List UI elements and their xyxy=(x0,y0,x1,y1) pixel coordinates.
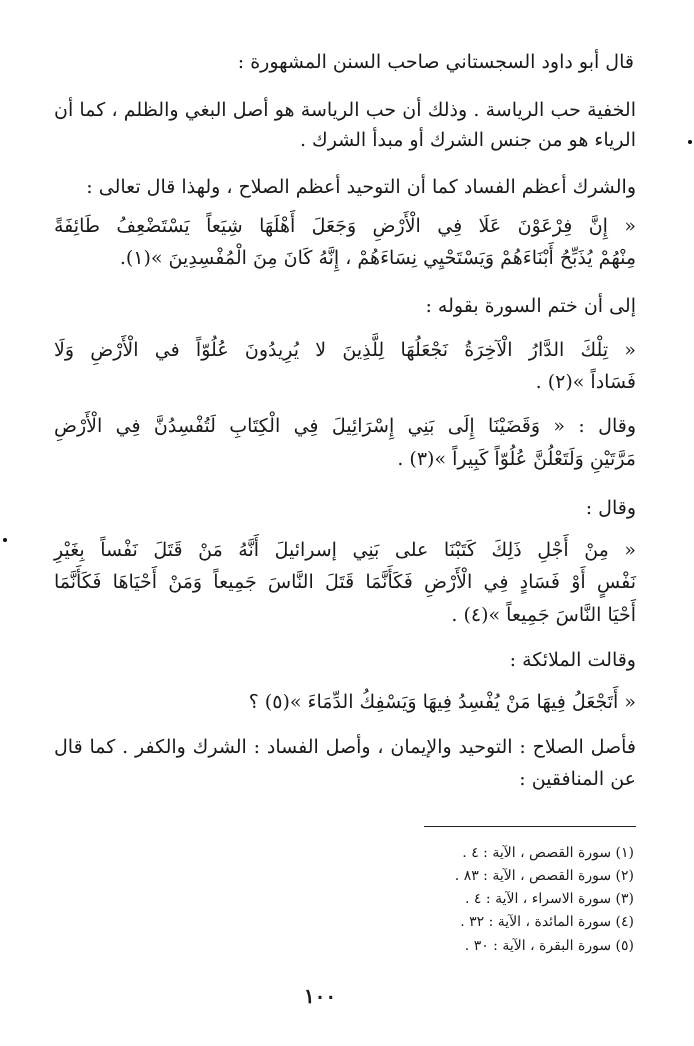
footnote: (٤) سورة المائدة ، الآية : ٣٢ . xyxy=(460,914,634,930)
text-line: وقال : xyxy=(585,497,636,519)
text-line: الرياء هو من جنس الشرك أو مبدأ الشرك . xyxy=(299,129,636,151)
quran-verse-line: فَسَاداً »(٢) . xyxy=(535,371,636,393)
quran-verse-line: أَحْيَا النَّاسَ جَمِيعاً »(٤) . xyxy=(451,604,636,626)
text-line: قال أبو داود السجستاني صاحب السنن المشهورة : xyxy=(237,51,634,73)
footnote: (٣) سورة الاسراء ، الآية : ٤ . xyxy=(465,891,634,907)
quran-verse-line: نَفْسٍ أَوْ فَسَادٍ فِي الْأَرْضِ فَكَأَنَّمَا قَتَلَ النَّاسَ جَمِيعاً وَمَنْ أَحْيَاهَا فَكَأَنَّمَا xyxy=(54,571,636,593)
footnote: (٥) سورة البقرة ، الآية : ٣٠ . xyxy=(464,938,634,954)
footnote: (٢) سورة القصص ، الآية : ٨٣ . xyxy=(454,868,634,884)
quran-verse-line: مَرَّتَيْنِ وَلَتَعْلُنَّ عُلُوّاً كَبِيراً »(٣) . xyxy=(397,448,636,470)
margin-mark xyxy=(3,538,7,542)
quran-verse-line: « إِنَّ فِرْعَوْنَ عَلَا فِي الْأَرْضِ وَجَعَلَ أَهْلَهَا شِيَعاً يَسْتَضْعِفُ طَائِفَةً xyxy=(54,215,636,237)
page-number: ١٠٠ xyxy=(303,984,337,1008)
margin-mark xyxy=(688,140,692,144)
quran-verse-line: « مِنْ أَجْلِ ذَلِكَ كَتَبْنَا على بَنِي إسرائيلَ أَنَّهُ مَنْ قَتَلَ نَفْساً بِغَيْرِ xyxy=(54,539,636,561)
quran-verse-line: وقال : « وَقَضَيْنَا إِلَى بَنِي إِسْرَائِيلَ فِي الْكِتَابِ لَتُفْسِدُنَّ فِي الْأَرْضِ xyxy=(54,415,636,437)
footnote-divider xyxy=(424,826,636,827)
text-line: إلى أن ختم السورة بقوله : xyxy=(425,295,636,317)
footnote: (١) سورة القصص ، الآية : ٤ . xyxy=(462,845,634,861)
text-line: فأصل الصلاح : التوحيد والإيمان ، وأصل الفساد : الشرك والكفر . كما قال xyxy=(54,736,636,758)
text-line: والشرك أعظم الفساد كما أن التوحيد أعظم الصلاح ، ولهذا قال تعالى : xyxy=(86,176,636,198)
quran-verse-line: مِنْهُمْ يُذَبِّحُ أَبْنَاءَهُمْ وَيَسْتَحْيِي نِسَاءَهُمْ ، إِنَّهُ كَانَ مِنَ الْمُفْسِدِينَ »(١). xyxy=(119,247,636,269)
text-line: الخفية حب الرياسة . وذلك أن حب الرياسة هو أصل البغي والظلم ، كما أن xyxy=(54,99,636,121)
quran-verse-line: « أَتَجْعَلُ فِيهَا مَنْ يُفْسِدُ فِيهَا وَيَسْفِكُ الدِّمَاءَ »(٥) ؟ xyxy=(248,691,636,713)
quran-verse-line: « تِلْكَ الدَّارُ الْآخِرَةُ نَجْعَلُهَا لِلَّذِينَ لا يُرِيدُونَ عُلُوّاً في الْأَرْضِ وَلَا xyxy=(54,339,636,361)
text-line: عن المنافقين : xyxy=(519,768,636,790)
text-line: وقالت الملائكة : xyxy=(509,649,636,671)
